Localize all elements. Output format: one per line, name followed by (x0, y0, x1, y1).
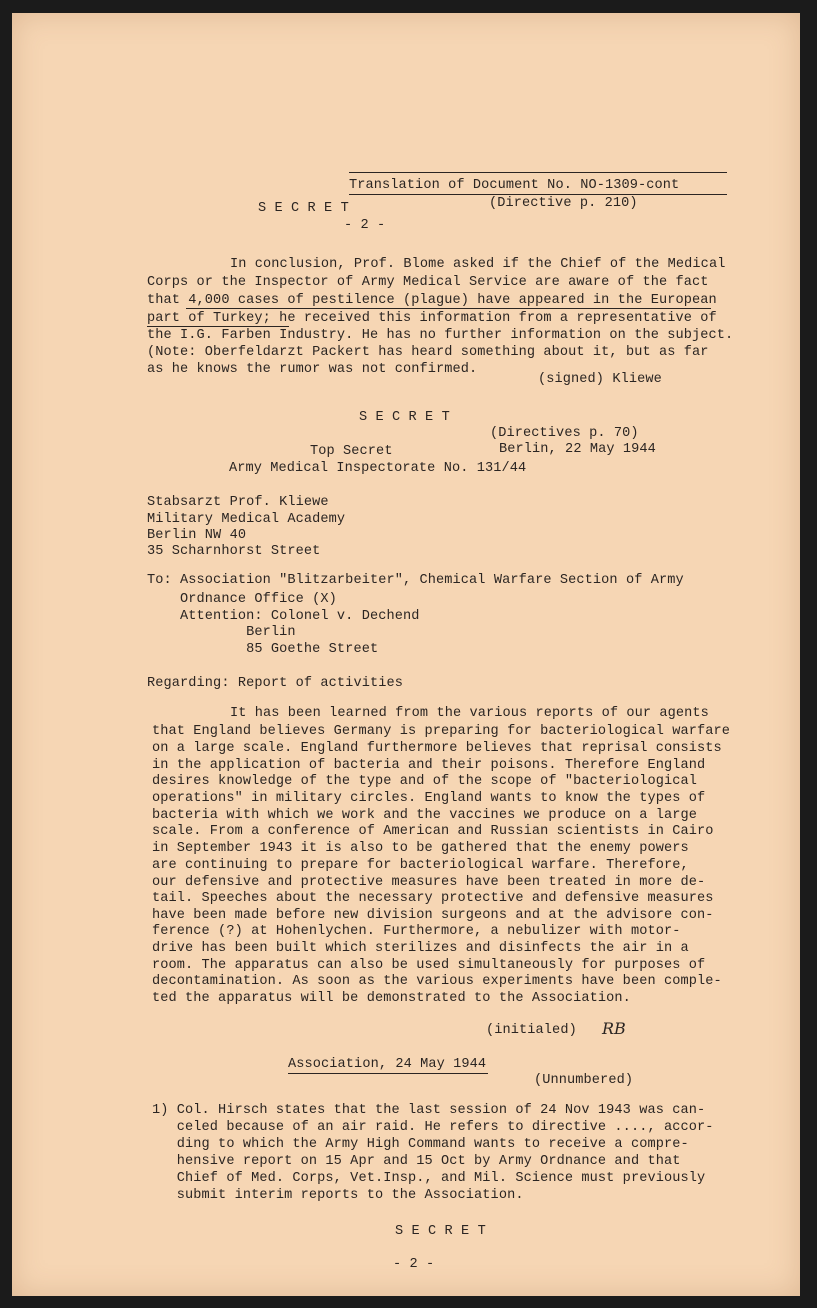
paragraph-line: tail. Speeches about the necessary protective and defensive measures (152, 891, 714, 906)
footer-secret: S E C R E T (395, 1224, 486, 1239)
paragraph-line: decontamination. As soon as the various experiments have been comple- (152, 974, 722, 989)
header-secret: S E C R E T (258, 201, 349, 216)
page-marker-top: - 2 - (344, 218, 386, 233)
item-line: hensive report on 15 Apr and 15 Oct by Army Ordnance and that (152, 1154, 681, 1169)
item-line: ding to which the Army High Command wants to receive a compre- (152, 1137, 689, 1152)
paragraph-line: in September 1943 it is also to be gathered that the enemy powers (152, 841, 689, 856)
item-line: celed because of an air raid. He refers to directive ...., accor- (152, 1120, 714, 1135)
paragraph-line: It has been learned from the various reports of our agents (230, 706, 709, 721)
association-heading: Association, 24 May 1944 (288, 1057, 487, 1072)
recipient-line: To: Association "Blitzarbeiter", Chemical Warfare Section of Army (147, 573, 684, 588)
paragraph-line: have been made before new division surgeons and at the advisore con- (152, 908, 714, 923)
document-page (12, 13, 800, 1296)
item-line: 1) Col. Hirsch states that the last session of 24 Nov 1943 was can- (152, 1103, 706, 1118)
paragraph-line: ted the apparatus will be demonstrated to the Association. (152, 991, 631, 1006)
regarding-line: Regarding: Report of activities (147, 676, 403, 691)
paragraph-line: our defensive and protective measures have been treated in more de- (152, 875, 706, 890)
underline (288, 1073, 488, 1074)
paragraph-line: In conclusion, Prof. Blome asked if the Chief of the Medical (230, 257, 726, 272)
page-marker-bottom: - 2 - (393, 1257, 435, 1272)
underline (147, 326, 289, 327)
paragraph-line: that 4,000 cases of pestilence (plague) have appeared in the European (147, 293, 717, 308)
sender-line: Military Medical Academy (147, 512, 346, 527)
paragraph-line: desires knowledge of the type and of the scope of "bacteriological (152, 774, 697, 789)
secret-heading: S E C R E T (359, 410, 450, 425)
paragraph-line: the I.G. Farben Industry. He has no further information on the subject. (147, 328, 734, 343)
paragraph-line: (Note: Oberfeldarzt Packert has heard something about it, but as far (147, 345, 709, 360)
recipient-line: Berlin (147, 625, 296, 640)
unnumbered-label: (Unnumbered) (534, 1073, 634, 1088)
translation-title: Translation of Document No. NO-1309-cont (349, 178, 680, 193)
paragraph-line: as he knows the rumor was not confirmed. (147, 362, 478, 377)
paragraph-line: room. The apparatus can also be used simultaneously for purposes of (152, 958, 706, 973)
top-secret-label: Top Secret (310, 444, 393, 459)
item-line: Chief of Med. Corps, Vet.Insp., and Mil. Science must previously (152, 1171, 706, 1186)
date-line: Berlin, 22 May 1944 (499, 442, 656, 457)
initialed-label: (initialed) (486, 1023, 577, 1038)
paragraph-line: part of Turkey; he received this information from a representative of (147, 311, 717, 326)
sender-line: 35 Scharnhorst Street (147, 544, 321, 559)
paragraph-line: Corps or the Inspector of Army Medical Service are aware of the fact (147, 275, 709, 290)
recipient-line: Attention: Colonel v. Dechend (147, 609, 420, 624)
directives-reference: (Directives p. 70) (490, 426, 639, 441)
item-line: submit interim reports to the Association. (152, 1188, 524, 1203)
inspectorate-line: Army Medical Inspectorate No. 131/44 (229, 461, 527, 476)
paragraph-line: are continuing to prepare for bacteriological warfare. Therefore, (152, 858, 689, 873)
sender-line: Stabsarzt Prof. Kliewe (147, 495, 329, 510)
paragraph-line: drive has been built which sterilizes and disinfects the air in a (152, 941, 689, 956)
paragraph-line: scale. From a conference of American and Russian scientists in Cairo (152, 824, 714, 839)
paragraph-line: bacteria with which we work and the vaccines we produce on a large (152, 808, 697, 823)
recipient-line: Ordnance Office (X) (147, 592, 337, 607)
sender-line: Berlin NW 40 (147, 528, 247, 543)
recipient-line: 85 Goethe Street (147, 642, 379, 657)
paragraph-line: ference (?) at Hohenlychen. Furthermore, a nebulizer with motor- (152, 924, 681, 939)
directive-reference: (Directive p. 210) (489, 196, 638, 211)
handwritten-initials: RB (602, 1019, 626, 1038)
paragraph-line: operations" in military circles. England wants to know the types of (152, 791, 706, 806)
header-rule-top (349, 172, 727, 173)
signature-line: (signed) Kliewe (538, 372, 662, 387)
underline (186, 308, 711, 309)
paragraph-line: on a large scale. England furthermore believes that reprisal consists (152, 741, 722, 756)
paragraph-line: that England believes Germany is preparing for bacteriological warfare (152, 724, 731, 739)
paragraph-line: in the application of bacteria and their poisons. Therefore England (152, 758, 706, 773)
